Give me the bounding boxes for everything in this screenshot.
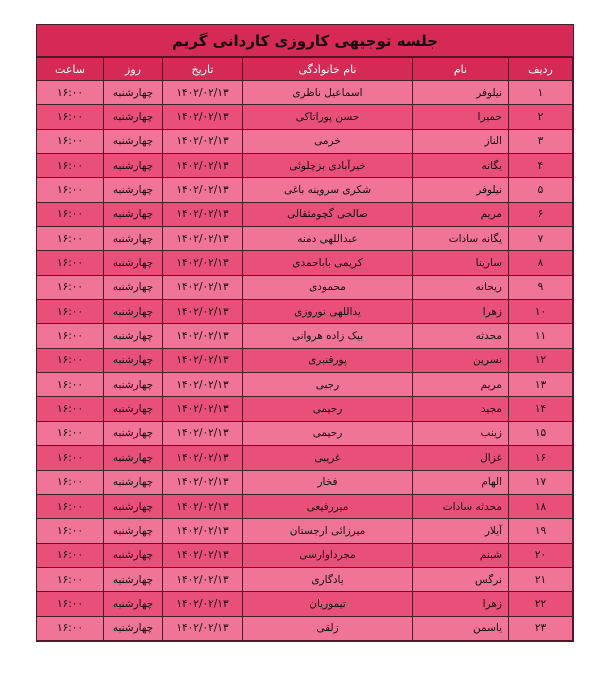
cell-day: چهارشنبه (104, 494, 163, 518)
cell-day: چهارشنبه (104, 519, 163, 543)
cell-name: ریحانه (413, 275, 509, 299)
cell-family: فخار (243, 470, 413, 494)
cell-day: چهارشنبه (104, 105, 163, 129)
cell-date: ۱۴۰۲/۰۲/۱۳ (163, 446, 243, 470)
table-row (37, 129, 573, 153)
cell-date: ۱۴۰۲/۰۲/۱۳ (163, 592, 243, 616)
cell-name: سارینا (413, 251, 509, 275)
cell-time: ۱۶:۰۰ (37, 251, 104, 275)
cell-time: ۱۶:۰۰ (37, 348, 104, 372)
table-row (37, 494, 573, 518)
cell-name: نیلوفر (413, 81, 509, 105)
cell-date: ۱۴۰۲/۰۲/۱۳ (163, 397, 243, 421)
cell-radif: ۵ (509, 178, 573, 202)
table-row (37, 397, 573, 421)
cell-radif: ۱۹ (509, 519, 573, 543)
cell-time: ۱۶:۰۰ (37, 397, 104, 421)
column-header-day: روز (104, 58, 163, 81)
cell-radif: ۲ (509, 105, 573, 129)
cell-time: ۱۶:۰۰ (37, 494, 104, 518)
cell-family: میررفیعی (243, 494, 413, 518)
cell-radif: ۱۸ (509, 494, 573, 518)
cell-radif: ۱۴ (509, 397, 573, 421)
cell-radif: ۲۰ (509, 543, 573, 567)
cell-radif: ۶ (509, 202, 573, 226)
cell-family: میرزائی ارجستان (243, 519, 413, 543)
cell-radif: ۸ (509, 251, 573, 275)
cell-day: چهارشنبه (104, 324, 163, 348)
cell-time: ۱۶:۰۰ (37, 567, 104, 591)
cell-time: ۱۶:۰۰ (37, 519, 104, 543)
cell-date: ۱۴۰۲/۰۲/۱۳ (163, 300, 243, 324)
cell-time: ۱۶:۰۰ (37, 470, 104, 494)
cell-radif: ۱ (509, 81, 573, 105)
schedule-sheet (36, 24, 574, 642)
cell-radif: ۲۱ (509, 567, 573, 591)
cell-time: ۱۶:۰۰ (37, 129, 104, 153)
cell-family: پورقنبری (243, 348, 413, 372)
cell-radif: ۱۶ (509, 446, 573, 470)
cell-time: ۱۶:۰۰ (37, 543, 104, 567)
cell-time: ۱۶:۰۰ (37, 324, 104, 348)
cell-date: ۱۴۰۲/۰۲/۱۳ (163, 567, 243, 591)
cell-time: ۱۶:۰۰ (37, 202, 104, 226)
cell-day: چهارشنبه (104, 397, 163, 421)
cell-name: مریم (413, 373, 509, 397)
cell-date: ۱۴۰۲/۰۲/۱۳ (163, 616, 243, 640)
cell-family: یداللهی نوروزی (243, 300, 413, 324)
cell-name: الناز (413, 129, 509, 153)
cell-radif: ۱۳ (509, 373, 573, 397)
cell-family: یادگاری (243, 567, 413, 591)
table-row (37, 373, 573, 397)
cell-name: نیلوفر (413, 178, 509, 202)
table-row (37, 616, 573, 640)
cell-radif: ۳ (509, 129, 573, 153)
table-row (37, 202, 573, 226)
cell-date: ۱۴۰۲/۰۲/۱۳ (163, 373, 243, 397)
cell-time: ۱۶:۰۰ (37, 421, 104, 445)
cell-name: محدثه (413, 324, 509, 348)
cell-name: مریم (413, 202, 509, 226)
cell-radif: ۴ (509, 154, 573, 178)
cell-radif: ۲۲ (509, 592, 573, 616)
table-row (37, 251, 573, 275)
column-header-radif: ردیف (509, 58, 573, 81)
cell-date: ۱۴۰۲/۰۲/۱۳ (163, 154, 243, 178)
cell-date: ۱۴۰۲/۰۲/۱۳ (163, 324, 243, 348)
table-row (37, 154, 573, 178)
cell-day: چهارشنبه (104, 275, 163, 299)
table-row (37, 300, 573, 324)
table-row (37, 519, 573, 543)
table-row (37, 567, 573, 591)
column-header-family: نام خانوادگی (243, 58, 413, 81)
cell-date: ۱۴۰۲/۰۲/۱۳ (163, 178, 243, 202)
cell-day: چهارشنبه (104, 373, 163, 397)
cell-day: چهارشنبه (104, 616, 163, 640)
cell-time: ۱۶:۰۰ (37, 275, 104, 299)
cell-family: بیک زاده هروانی (243, 324, 413, 348)
cell-name: زینب (413, 421, 509, 445)
table-row (37, 227, 573, 251)
cell-time: ۱۶:۰۰ (37, 81, 104, 105)
table-row (37, 348, 573, 372)
cell-family: کریمی باباحمدی (243, 251, 413, 275)
cell-day: چهارشنبه (104, 251, 163, 275)
cell-date: ۱۴۰۲/۰۲/۱۳ (163, 519, 243, 543)
table-row (37, 324, 573, 348)
cell-family: شکری سروینه باغی (243, 178, 413, 202)
cell-family: تیموریان (243, 592, 413, 616)
cell-date: ۱۴۰۲/۰۲/۱۳ (163, 105, 243, 129)
cell-name: زهرا (413, 300, 509, 324)
cell-radif: ۱۲ (509, 348, 573, 372)
cell-radif: ۱۵ (509, 421, 573, 445)
cell-day: چهارشنبه (104, 446, 163, 470)
cell-day: چهارشنبه (104, 202, 163, 226)
cell-family: عبداللهی دمنه (243, 227, 413, 251)
cell-time: ۱۶:۰۰ (37, 446, 104, 470)
cell-name: مجید (413, 397, 509, 421)
cell-name: زهرا (413, 592, 509, 616)
cell-family: مجرداوارسی (243, 543, 413, 567)
cell-family: زلقی (243, 616, 413, 640)
cell-family: خرمی (243, 129, 413, 153)
cell-date: ۱۴۰۲/۰۲/۱۳ (163, 227, 243, 251)
cell-name: نرگس (413, 567, 509, 591)
cell-family: صالحی گچومثقالی (243, 202, 413, 226)
cell-name: یگانه سادات (413, 227, 509, 251)
cell-radif: ۱۷ (509, 470, 573, 494)
cell-name: نسرین (413, 348, 509, 372)
cell-family: غریبی (243, 446, 413, 470)
cell-date: ۱۴۰۲/۰۲/۱۳ (163, 494, 243, 518)
cell-date: ۱۴۰۲/۰۲/۱۳ (163, 251, 243, 275)
table-row (37, 421, 573, 445)
cell-day: چهارشنبه (104, 421, 163, 445)
cell-time: ۱۶:۰۰ (37, 300, 104, 324)
cell-time: ۱۶:۰۰ (37, 178, 104, 202)
cell-radif: ۲۳ (509, 616, 573, 640)
column-header-name: نام (413, 58, 509, 81)
cell-date: ۱۴۰۲/۰۲/۱۳ (163, 275, 243, 299)
cell-family: رحیمی (243, 421, 413, 445)
cell-day: چهارشنبه (104, 567, 163, 591)
cell-time: ۱۶:۰۰ (37, 227, 104, 251)
cell-day: چهارشنبه (104, 592, 163, 616)
cell-time: ۱۶:۰۰ (37, 105, 104, 129)
cell-date: ۱۴۰۲/۰۲/۱۳ (163, 202, 243, 226)
cell-name: غزال (413, 446, 509, 470)
table-row (37, 81, 573, 105)
cell-radif: ۱۱ (509, 324, 573, 348)
cell-day: چهارشنبه (104, 300, 163, 324)
table-row (37, 178, 573, 202)
cell-name: حمیرا (413, 105, 509, 129)
schedule-table (36, 57, 573, 641)
column-header-time: ساعت (37, 58, 104, 81)
cell-day: چهارشنبه (104, 348, 163, 372)
table-header-row (37, 58, 573, 81)
table-row (37, 592, 573, 616)
cell-name: الهام (413, 470, 509, 494)
cell-date: ۱۴۰۲/۰۲/۱۳ (163, 129, 243, 153)
table-row (37, 105, 573, 129)
cell-radif: ۱۰ (509, 300, 573, 324)
cell-day: چهارشنبه (104, 178, 163, 202)
cell-family: اسماعیل ناظری (243, 81, 413, 105)
cell-date: ۱۴۰۲/۰۲/۱۳ (163, 81, 243, 105)
table-row (37, 275, 573, 299)
cell-family: حسن پوراتاکی (243, 105, 413, 129)
cell-date: ۱۴۰۲/۰۲/۱۳ (163, 470, 243, 494)
cell-day: چهارشنبه (104, 129, 163, 153)
cell-time: ۱۶:۰۰ (37, 373, 104, 397)
cell-radif: ۷ (509, 227, 573, 251)
cell-family: خیرآبادی بزچلوئی (243, 154, 413, 178)
page-title: جلسه توجیهی کاروزی کاردانی گریم (37, 25, 573, 57)
cell-date: ۱۴۰۲/۰۲/۱۳ (163, 421, 243, 445)
cell-family: رجبی (243, 373, 413, 397)
cell-name: یگانه (413, 154, 509, 178)
cell-date: ۱۴۰۲/۰۲/۱۳ (163, 348, 243, 372)
cell-day: چهارشنبه (104, 81, 163, 105)
cell-day: چهارشنبه (104, 227, 163, 251)
table-row (37, 446, 573, 470)
cell-radif: ۹ (509, 275, 573, 299)
cell-time: ۱۶:۰۰ (37, 616, 104, 640)
cell-name: یاسمن (413, 616, 509, 640)
column-header-date: تاریخ (163, 58, 243, 81)
cell-day: چهارشنبه (104, 154, 163, 178)
cell-date: ۱۴۰۲/۰۲/۱۳ (163, 543, 243, 567)
table-row (37, 543, 573, 567)
cell-day: چهارشنبه (104, 543, 163, 567)
cell-family: رحیمی (243, 397, 413, 421)
cell-family: محمودی (243, 275, 413, 299)
cell-time: ۱۶:۰۰ (37, 154, 104, 178)
cell-name: آیلار (413, 519, 509, 543)
cell-time: ۱۶:۰۰ (37, 592, 104, 616)
cell-day: چهارشنبه (104, 470, 163, 494)
cell-name: شبنم (413, 543, 509, 567)
table-row (37, 470, 573, 494)
cell-name: محدثه سادات (413, 494, 509, 518)
